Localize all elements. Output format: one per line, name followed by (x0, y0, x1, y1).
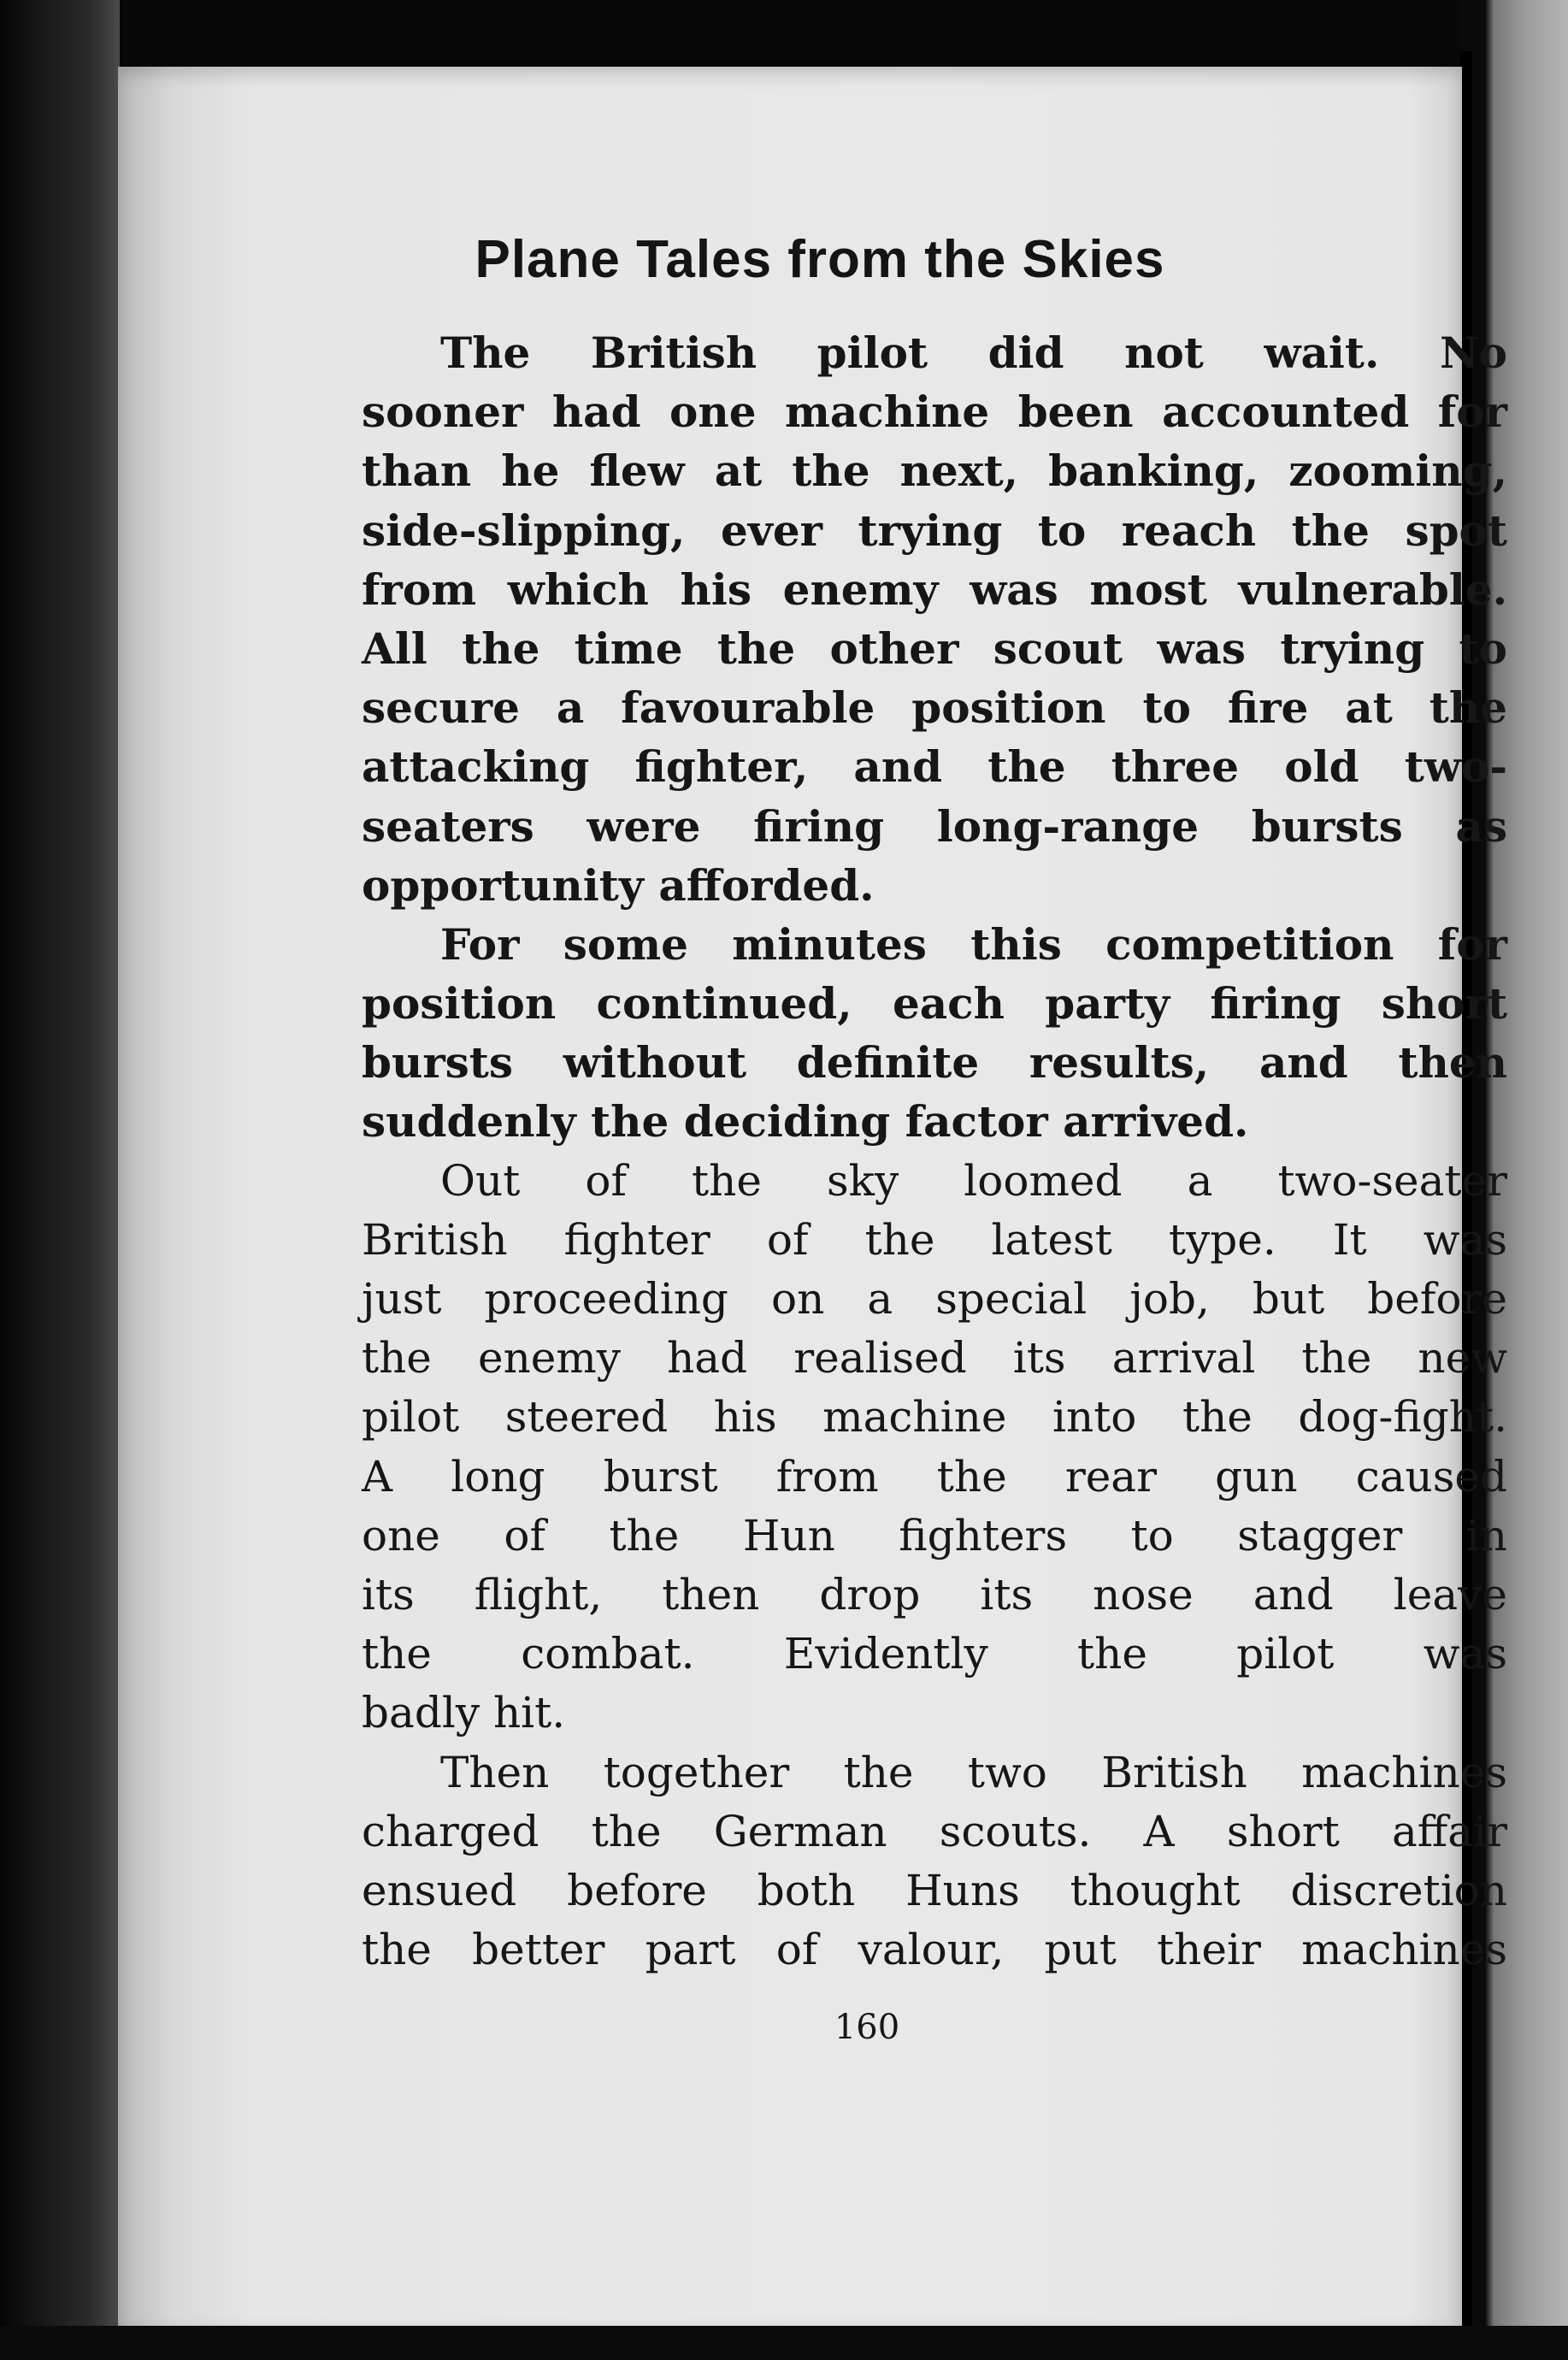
text-line: opportunity afforded. (362, 859, 875, 911)
scan-border-top (0, 0, 1568, 67)
text-line: position continued, each party firing short (362, 978, 1507, 1030)
text-line: its flight, then drop its nose and leave (362, 1569, 1507, 1620)
body-text (362, 323, 1507, 1979)
text-line: All the time the other scout was trying to (362, 622, 1507, 674)
text-line: Out of the sky loomed a two-seater (440, 1155, 1507, 1206)
text-line: seaters were firing long-range bursts as (362, 800, 1507, 852)
text-line: bursts without definite results, and then (362, 1037, 1507, 1089)
text-line: one of the Hun fighters to stagger in (362, 1510, 1507, 1561)
text-line: than he flew at the next, banking, zooming, (362, 445, 1507, 497)
running-head: Plane Tales from the Skies (475, 230, 1165, 289)
text-line: pilot steered his machine into the dog-fight. (362, 1392, 1507, 1443)
text-line: suddenly the deciding factor arrived. (362, 1096, 1249, 1148)
page-number: 160 (834, 2008, 900, 2047)
text-line: the better part of valour, put their machines (362, 1925, 1507, 1975)
text-line: Then together the two British machines (440, 1747, 1507, 1797)
text-line: ensued before both Huns thought discretion (362, 1865, 1507, 1915)
text-line: The British pilot did not wait. No (440, 327, 1507, 378)
text-line: A long burst from the rear gun caused (362, 1451, 1507, 1502)
text-line: attacking fighter, and the three old two- (362, 741, 1507, 793)
text-line: British fighter of the latest type. It was (362, 1214, 1507, 1265)
text-line: the combat. Evidently the pilot was (362, 1629, 1507, 1679)
text-line: secure a favourable position to fire at the (362, 682, 1507, 734)
text-line: sooner had one machine been accounted for (362, 386, 1507, 438)
scan-border-bottom (0, 2326, 1568, 2360)
text-line: charged the German scouts. A short affair (362, 1806, 1507, 1856)
book-page (118, 67, 1507, 2326)
text-line: just proceeding on a special job, but before (362, 1274, 1507, 1324)
text-line: from which his enemy was most vulnerable. (362, 563, 1507, 615)
text-line: side-slipping, ever trying to reach the spot (362, 504, 1507, 556)
text-line: the enemy had realised its arrival the new (362, 1333, 1507, 1384)
scan-border-left (0, 0, 120, 2360)
text-line: badly hit. (362, 1688, 566, 1738)
text-line: For some minutes this competition for (440, 918, 1507, 970)
